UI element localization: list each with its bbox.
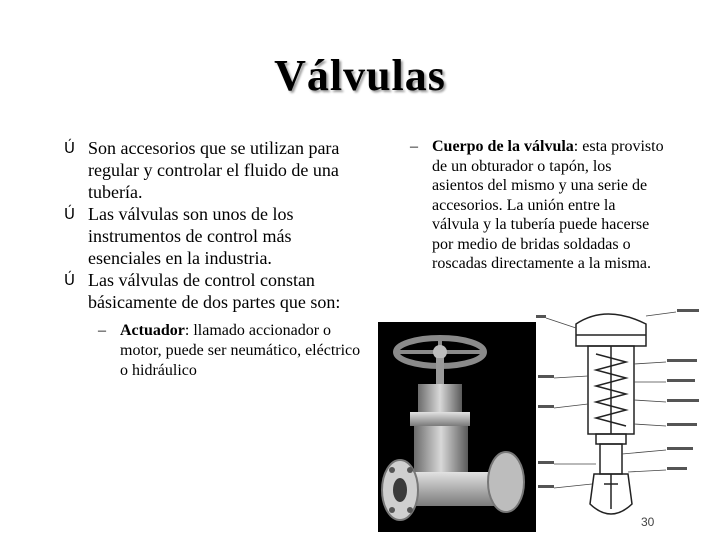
bullet-item — [62, 203, 362, 269]
bullet-item — [62, 137, 362, 203]
dash-marker: – — [410, 138, 418, 155]
sub-bullet-text: : esta provisto de un obturador o tapón, los asientos del mismo y una serie de accesorios. La unión entre la válvula y la tubería puede hacerse por medio de bridas soldadas o roscadas directamente a la misma. — [432, 138, 664, 272]
sub-bullet-text: : llamado accionador o motor, puede ser neumático, eléctrico o hidráulico — [120, 322, 361, 379]
bullet-marker-icon: Ú — [64, 139, 75, 157]
sub-bullet-cuerpo — [410, 137, 665, 274]
page-number: 30 — [641, 515, 655, 529]
bullet-marker-icon: Ú — [64, 271, 75, 289]
sub-bullet-actuador — [62, 321, 362, 381]
slide-title: Válvulas — [274, 51, 446, 100]
term-actuador: Actuador — [120, 322, 185, 339]
gate-valve-image — [378, 322, 536, 532]
left-column — [62, 137, 362, 381]
valve-photo — [378, 322, 536, 532]
term-cuerpo-valvula: Cuerpo de la válvula — [432, 138, 574, 155]
control-valve-diagram — [536, 304, 720, 534]
bullet-text: Las válvulas son unos de los instrumentos de control más esenciales en la industria. — [88, 204, 294, 268]
valve-diagram-image — [536, 304, 720, 534]
bullet-marker-icon: Ú — [64, 205, 75, 223]
dash-marker: – — [98, 322, 106, 339]
bullet-text: Las válvulas de control constan básicamente de dos partes que son: — [88, 270, 341, 312]
right-column — [410, 137, 665, 274]
bullet-text: Son accesorios que se utilizan para regular y controlar el fluido de una tubería. — [88, 138, 340, 202]
bullet-item — [62, 269, 362, 313]
